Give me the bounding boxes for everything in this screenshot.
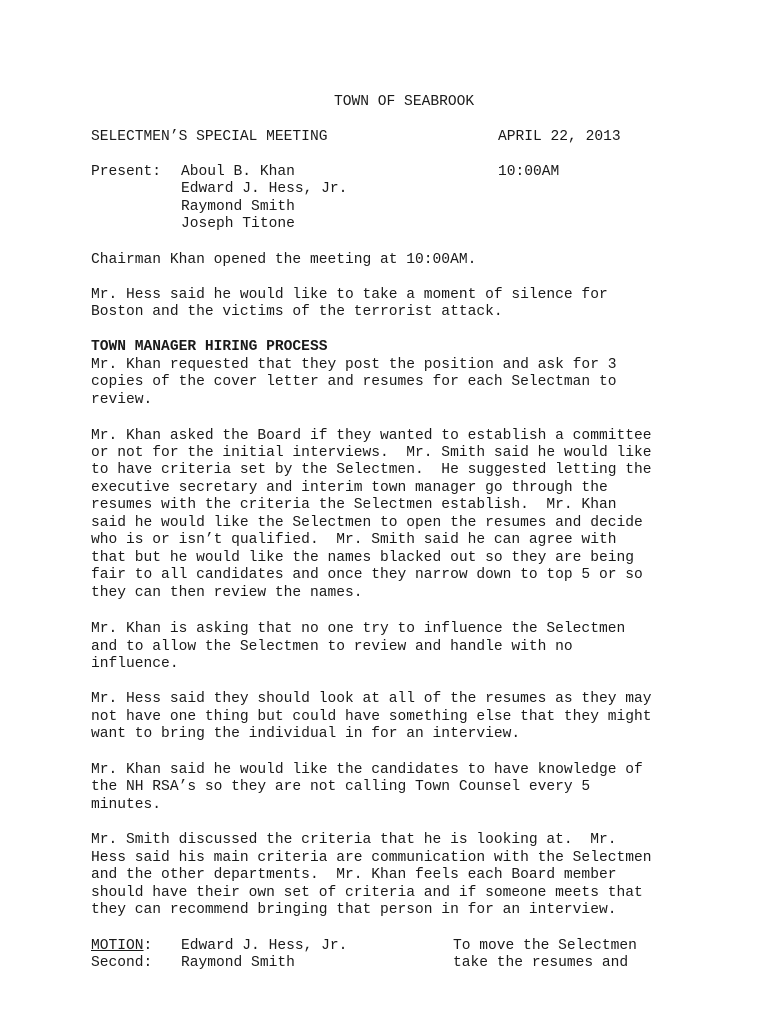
second-by: Raymond Smith: [181, 955, 295, 971]
paragraph-line: copies of the cover letter and resumes for each Selectman to: [91, 374, 617, 390]
silence-line: Boston and the victims of the terrorist attack.: [91, 304, 503, 320]
motion-label: [91, 938, 152, 955]
motion-text: To move the Selectmen: [453, 938, 637, 954]
paragraph-line: executive secretary and interim town manager go through the: [91, 480, 608, 496]
paragraph-line: should have their own set of criteria and if someone meets that: [91, 885, 643, 901]
paragraph-line: Mr. Khan is asking that no one try to influence the Selectmen: [91, 621, 626, 637]
motion-colon: :: [143, 938, 153, 954]
paragraph-line: said he would like the Selectmen to open the resumes and decide: [91, 515, 643, 531]
paragraph-line: want to bring the individual in for an interview.: [91, 726, 521, 742]
motion-by: Edward J. Hess, Jr.: [181, 938, 348, 954]
paragraph-line: to have criteria set by the Selectmen. He suggested letting the: [91, 462, 652, 478]
paragraph-line: they can recommend bringing that person in for an interview.: [91, 902, 617, 918]
paragraph-line: who is or isn’t qualified. Mr. Smith said he can agree with: [91, 532, 617, 548]
paragraph-line: minutes.: [91, 797, 162, 813]
paragraph-line: not have one thing but could have something else that they might: [91, 709, 652, 725]
paragraph-line: resumes with the criteria the Selectmen establish. Mr. Khan: [91, 497, 617, 513]
paragraph-line: and to allow the Selectmen to review and handle with no: [91, 639, 573, 655]
attendee-2: Edward J. Hess, Jr.: [181, 181, 348, 197]
town-title: TOWN OF SEABROOK: [334, 94, 475, 110]
paragraph-line: Mr. Khan requested that they post the position and ask for 3: [91, 357, 617, 373]
present-label: Present:: [91, 164, 162, 180]
silence-line: Mr. Hess said he would like to take a moment of silence for: [91, 287, 608, 303]
paragraph-line: Hess said his main criteria are communication with the Selectmen: [91, 850, 652, 866]
paragraph-line: review.: [91, 392, 153, 408]
meeting-time: 10:00AM: [498, 164, 560, 180]
attendee-4: Joseph Titone: [181, 216, 295, 232]
motion-text: take the resumes and: [453, 955, 629, 971]
section-heading: TOWN MANAGER HIRING PROCESS: [91, 339, 328, 355]
paragraph-line: influence.: [91, 656, 179, 672]
paragraph-line: they can then review the names.: [91, 585, 363, 601]
paragraph-line: or not for the initial interviews. Mr. Smith said he would like: [91, 445, 652, 461]
paragraph-line: that but he would like the names blacked out so they are being: [91, 550, 634, 566]
paragraph-line: Mr. Khan asked the Board if they wanted to establish a committee: [91, 428, 652, 444]
motion-label-text: MOTION: [91, 938, 144, 954]
meeting-type: SELECTMEN’S SPECIAL MEETING: [91, 129, 328, 145]
paragraph-line: fair to all candidates and once they narrow down to top 5 or so: [91, 567, 643, 583]
paragraph-line: Mr. Hess said they should look at all of the resumes as they may: [91, 691, 652, 707]
meeting-date: APRIL 22, 2013: [498, 129, 621, 145]
paragraph-line: Mr. Khan said he would like the candidates to have knowledge of: [91, 762, 643, 778]
paragraph-line: the NH RSA’s so they are not calling Town Counsel every 5: [91, 779, 591, 795]
paragraph-line: and the other departments. Mr. Khan feels each Board member: [91, 867, 617, 883]
opening-line: Chairman Khan opened the meeting at 10:00AM.: [91, 252, 477, 268]
attendee-3: Raymond Smith: [181, 199, 295, 215]
paragraph-line: Mr. Smith discussed the criteria that he is looking at. Mr.: [91, 832, 617, 848]
attendee-1: Aboul B. Khan: [181, 164, 295, 180]
second-label: Second:: [91, 955, 153, 971]
